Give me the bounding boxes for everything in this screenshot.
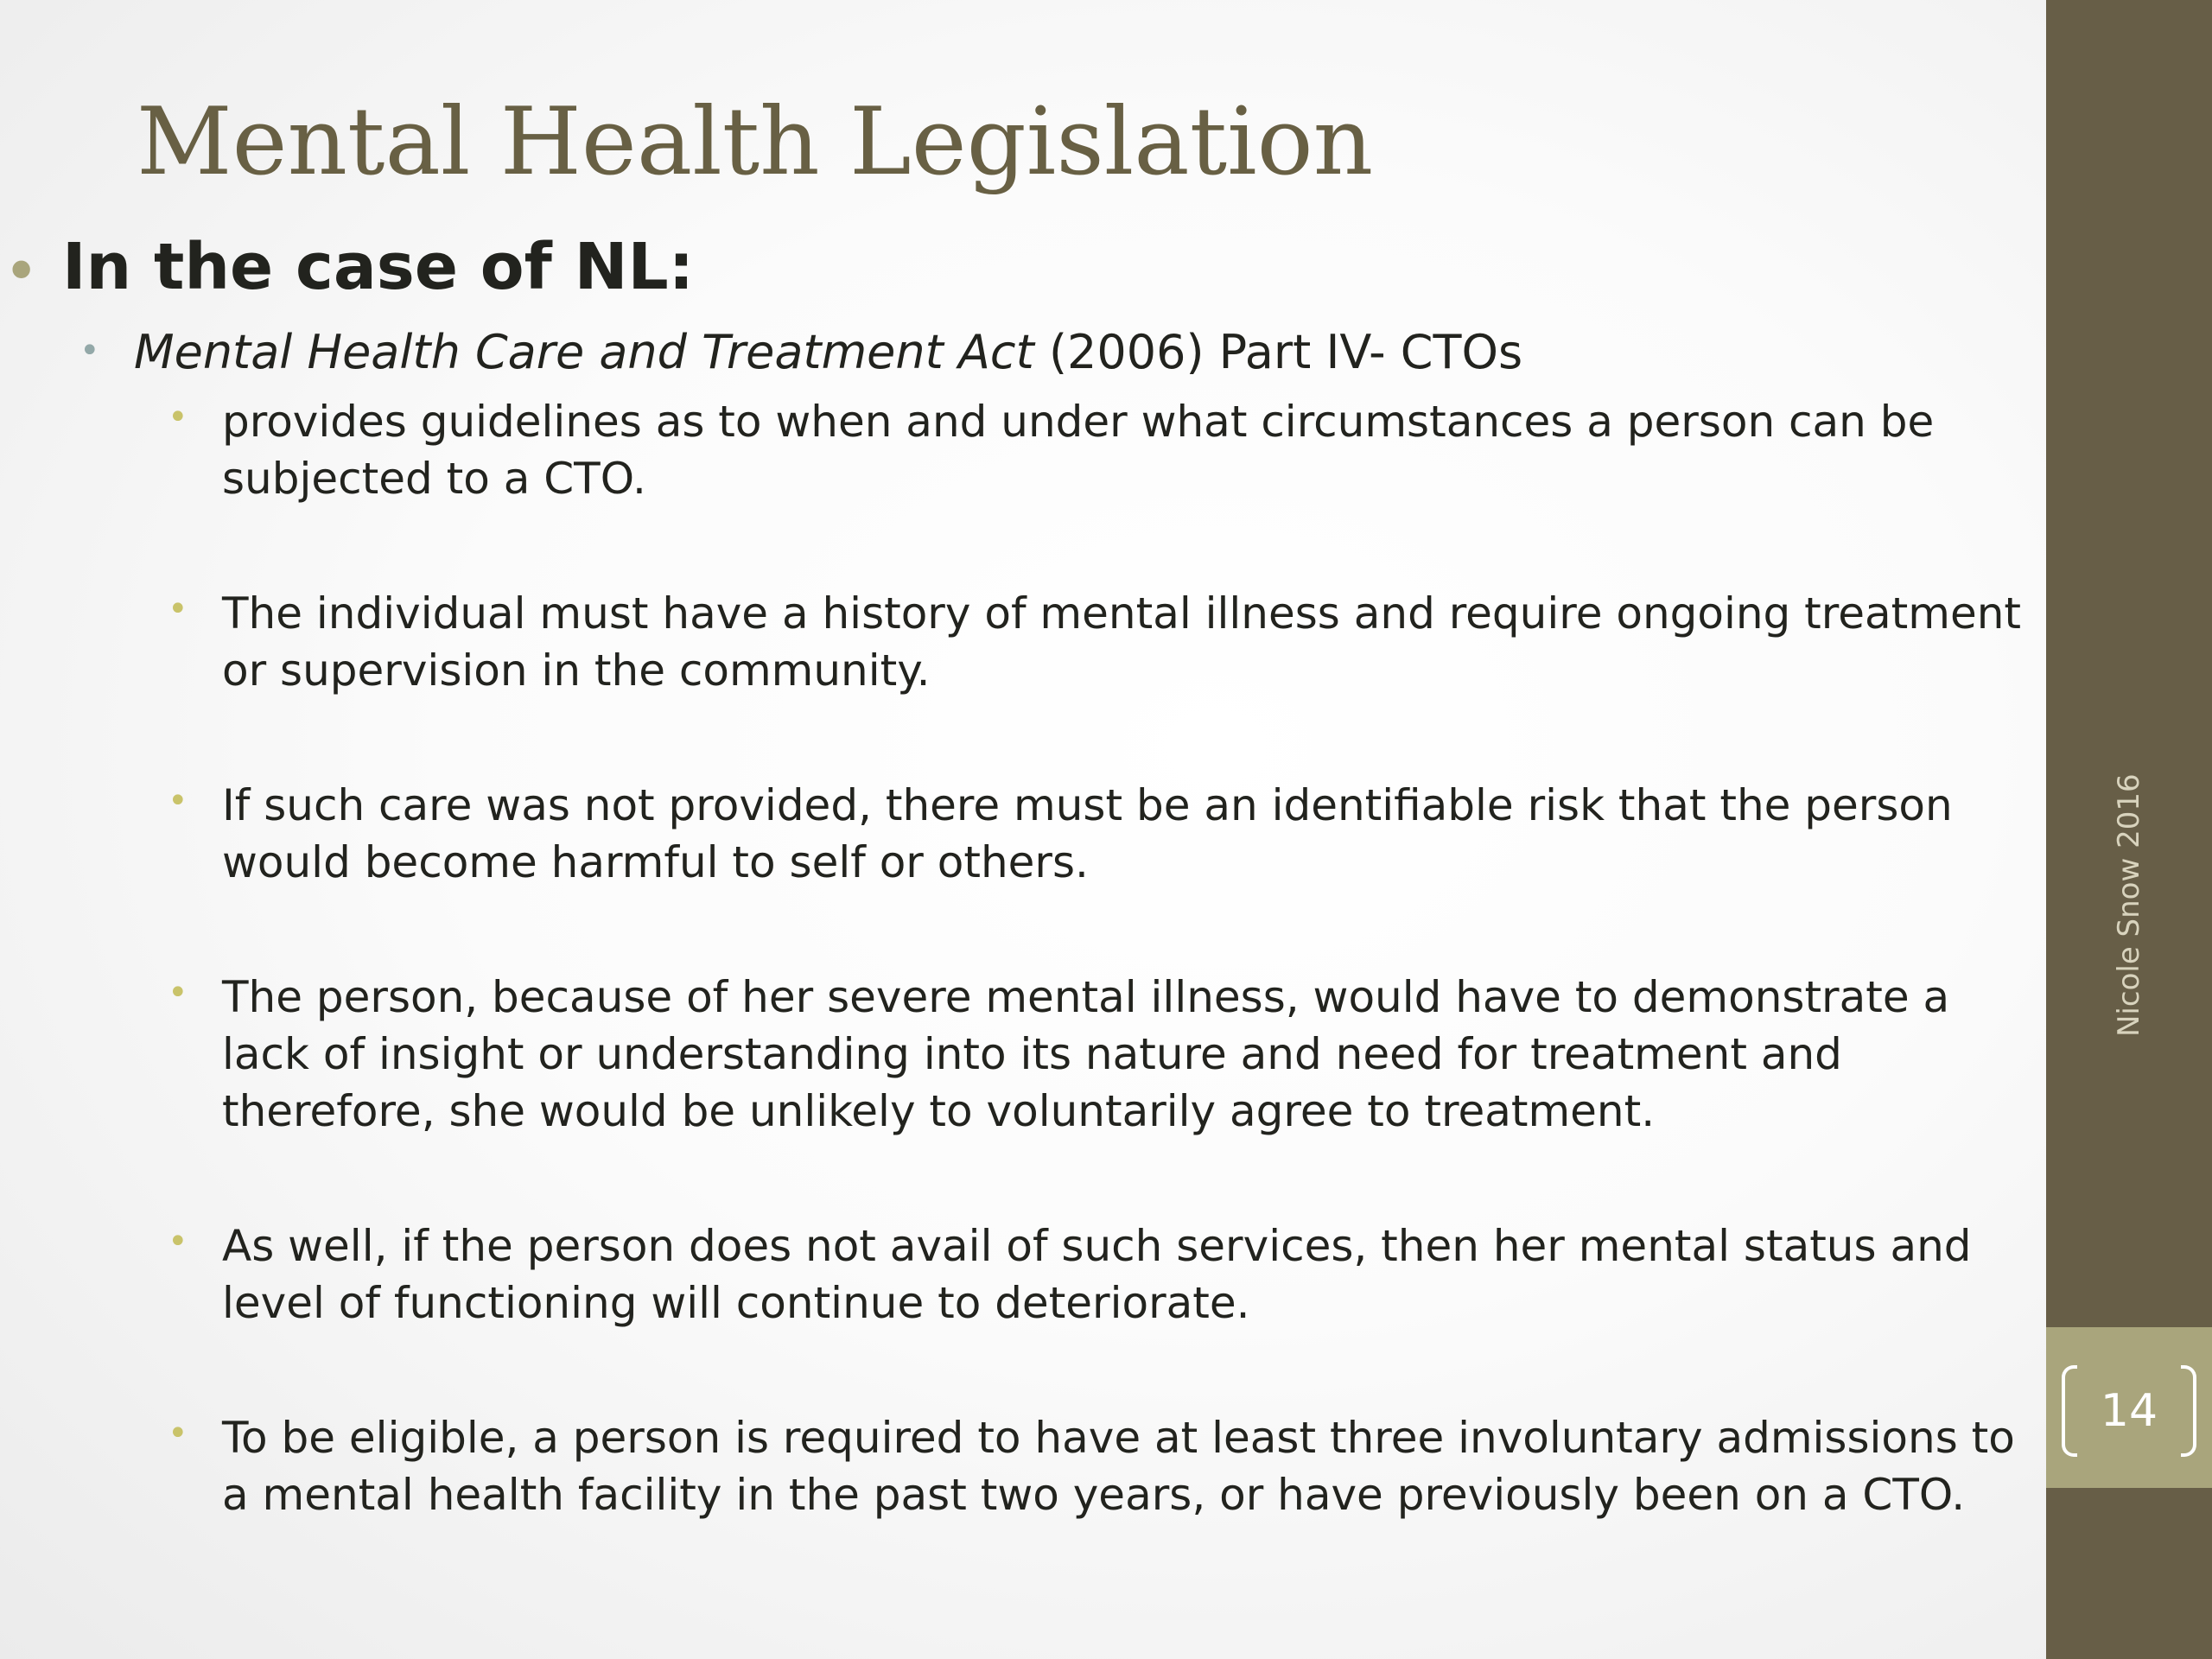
bullet-dot-icon: •: [168, 1413, 188, 1453]
point-text: To be eligible, a person is required to have at least three involuntary admissions to a mental health facility in the past two years, or have previously been on a CTO.: [222, 1412, 2015, 1520]
point-item: [0, 1217, 2039, 1332]
point-text: provides guidelines as to when and under what circumstances a person can be subjected to a CTO.: [222, 396, 1935, 504]
slide-title: Mental Health Legislation: [137, 88, 1374, 196]
bullet-list: [0, 229, 2039, 1523]
act-suffix: (2006) Part IV- CTOs: [1033, 324, 1523, 379]
act-name: Mental Health Care and Treatment Act: [134, 324, 1034, 379]
point-item: [0, 969, 2039, 1140]
bullet-dot-icon: •: [3, 236, 40, 307]
heading-bullet: [0, 229, 2039, 306]
bullet-dot-icon: •: [168, 397, 188, 437]
page-number: 14: [2100, 1385, 2158, 1437]
point-text: As well, if the person does not avail of such services, then her mental status and level of functioning will continue to deteriorate.: [222, 1220, 1972, 1328]
point-text: The person, because of her severe mental illness, would have to demonstrate a lack of insight or understanding into its nature and need for treatment and therefore, she would be unlikely to voluntarily agree to treatment.: [222, 971, 1950, 1136]
footer-text: Nicole Snow 2016: [2112, 773, 2146, 1037]
bullet-dot-icon: •: [168, 1221, 188, 1262]
bullet-dot-icon: •: [168, 780, 188, 821]
footer: [2112, 773, 2146, 1037]
point-item: [0, 777, 2039, 891]
act-bullet: [0, 325, 2039, 381]
page-number-frame: [2062, 1365, 2196, 1457]
bullet-dot-icon: •: [79, 330, 100, 371]
heading-text: In the case of NL:: [62, 230, 695, 304]
point-item: [0, 393, 2039, 507]
point-item: [0, 1409, 2039, 1523]
point-text: The individual must have a history of mental illness and require ongoing treatment or supervision in the community.: [222, 588, 2022, 696]
bullet-dot-icon: •: [168, 972, 188, 1013]
bullet-dot-icon: •: [168, 588, 188, 629]
point-text: If such care was not provided, there must be an identifiable risk that the person would become harmful to self or others.: [222, 779, 1953, 887]
point-item: [0, 585, 2039, 699]
page-number-block: [2046, 1327, 2212, 1488]
